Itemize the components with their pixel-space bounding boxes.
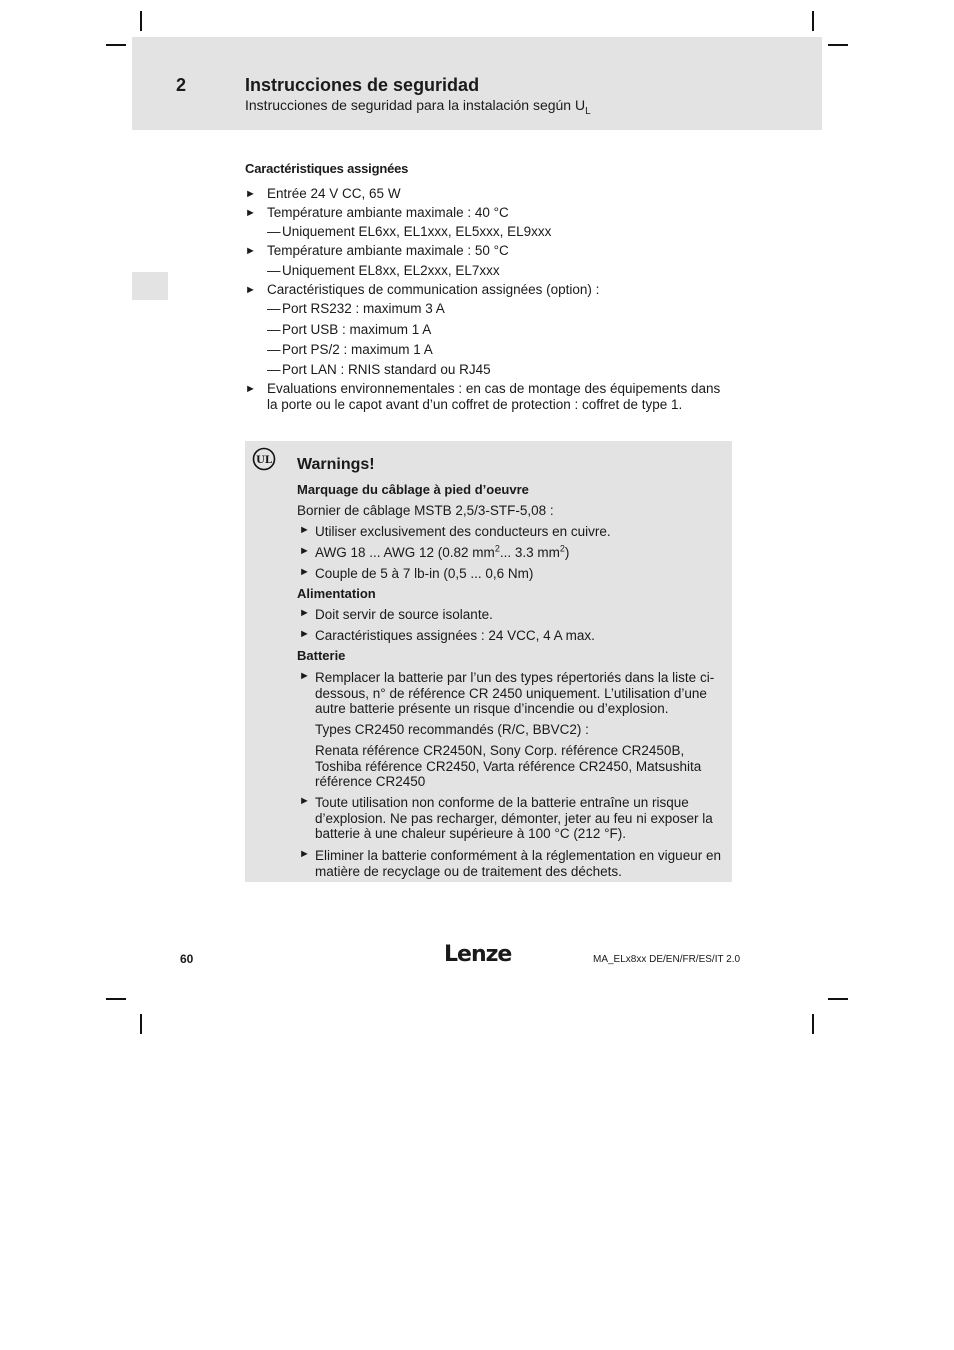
bullet-icon: ► <box>299 545 310 557</box>
list-item-text: Renata référence CR2450N, Sony Corp. référence CR2450B, Toshiba référence CR2450, Varta référence CR2450, Matsushita référence CR2450 <box>315 743 702 789</box>
wiring-heading: Marquage du câblage à pied d’oeuvre <box>297 482 529 497</box>
bullet-icon: ► <box>245 245 256 257</box>
bullet-icon: ► <box>245 284 256 296</box>
page-number: 60 <box>180 952 194 966</box>
chapter-subtitle: Instrucciones de seguridad para la instalación según $U_L$ <box>245 97 591 117</box>
dash-icon: — <box>267 263 281 278</box>
bullet-icon: ► <box>299 848 310 860</box>
crop-mark <box>828 998 848 1000</box>
bullet-icon: ► <box>245 383 256 395</box>
document-reference: MA_ELx8xx DE/EN/FR/ES/IT 2.0 <box>593 954 741 965</box>
section-heading: Caractéristiques assignées <box>245 161 409 176</box>
crop-mark <box>812 11 814 31</box>
bullet-icon: ► <box>299 607 310 619</box>
list-subitem: Port LAN : RNIS standard ou RJ45 <box>282 362 491 377</box>
crop-mark <box>140 1014 142 1034</box>
crop-mark <box>812 1014 814 1034</box>
bullet-icon: ► <box>299 524 310 536</box>
list-item: Eliminer la batterie conformément à la réglementation en vigueur en matière de recyclage ou de traitement des déchets. <box>315 848 721 879</box>
dash-icon: — <box>267 224 281 239</box>
bullet-icon: ► <box>245 188 256 200</box>
ul-mark-icon <box>252 447 276 471</box>
list-item: Utiliser exclusivement des conducteurs en cuivre. <box>315 524 611 539</box>
chapter-title: Instrucciones de seguridad <box>245 75 480 95</box>
wiring-intro: Bornier de câblage MSTB 2,5/3-STF-5,08 : <box>297 503 554 518</box>
list-item: Doit servir de source isolante. <box>315 607 493 622</box>
dash-icon: — <box>267 322 281 337</box>
list-item-text: Types CR2450 recommandés (R/C, BBVC2) : <box>315 722 589 737</box>
svg-text:UL: UL <box>256 455 272 466</box>
list-subitem: Uniquement EL8xx, EL2xxx, EL7xxx <box>282 263 500 278</box>
list-item: Remplacer la batterie par l’un des types répertoriés dans la liste ci-dessous, n° de référence CR 2450 uniquement. L’utilisation d’une autre batterie présente un risque d’incendie ou d’explosion. <box>315 670 715 716</box>
warning-title: Warnings! <box>297 456 375 473</box>
list-item: Toute utilisation non conforme de la batterie entraîne un risque d’explosion. Ne pas recharger, démonter, jeter au feu ni exposer la batterie à une chaleur supérieure à 100 °C (212 °F). <box>315 795 713 841</box>
list-item: Entrée 24 V CC, 65 W <box>267 186 401 201</box>
crop-mark <box>140 11 142 31</box>
dash-icon: — <box>267 342 281 357</box>
list-item: AWG 18 ... AWG 12 (0.82 $mm^2$... 3.3 $mm^2$) <box>315 543 570 560</box>
bullet-icon: ► <box>245 207 256 219</box>
list-item: Couple de 5 à 7 lb-in (0,5 ... 0,6 Nm) <box>315 566 534 581</box>
bullet-icon: ► <box>299 566 310 578</box>
bullet-icon: ► <box>299 670 310 682</box>
list-item: Caractéristiques assignées : 24 VCC, 4 A max. <box>315 628 595 643</box>
battery-heading: Batterie <box>297 648 346 663</box>
lenze-logo: Lenze <box>444 942 512 967</box>
list-subitem: Uniquement EL6xx, EL1xxx, EL5xxx, EL9xxx <box>282 224 552 239</box>
dash-icon: — <box>267 362 281 377</box>
list-item: Evaluations environnementales : en cas de montage des équipements dans la porte ou le capot avant d’un coffret de protection : coffret de type 1. <box>267 381 721 412</box>
dash-icon: — <box>267 301 281 316</box>
chapter-number: 2 <box>176 75 187 95</box>
list-subitem: Port PS/2 : maximum 1 A <box>282 342 433 357</box>
list-item: Caractéristiques de communication assignées (option) : <box>267 282 600 297</box>
crop-mark <box>106 998 126 1000</box>
list-item: Température ambiante maximale : 40 °C <box>267 205 509 220</box>
side-tab-marker <box>132 272 168 300</box>
list-subitem: Port USB : maximum 1 A <box>282 322 432 337</box>
list-subitem: Port RS232 : maximum 3 A <box>282 301 445 316</box>
ratings-list <box>245 186 730 436</box>
crop-mark <box>106 44 126 46</box>
list-item: Température ambiante maximale : 50 °C <box>267 243 509 258</box>
bullet-icon: ► <box>299 628 310 640</box>
crop-mark <box>828 44 848 46</box>
warning-box <box>245 441 732 882</box>
bullet-icon: ► <box>299 795 310 807</box>
power-heading: Alimentation <box>297 586 376 601</box>
